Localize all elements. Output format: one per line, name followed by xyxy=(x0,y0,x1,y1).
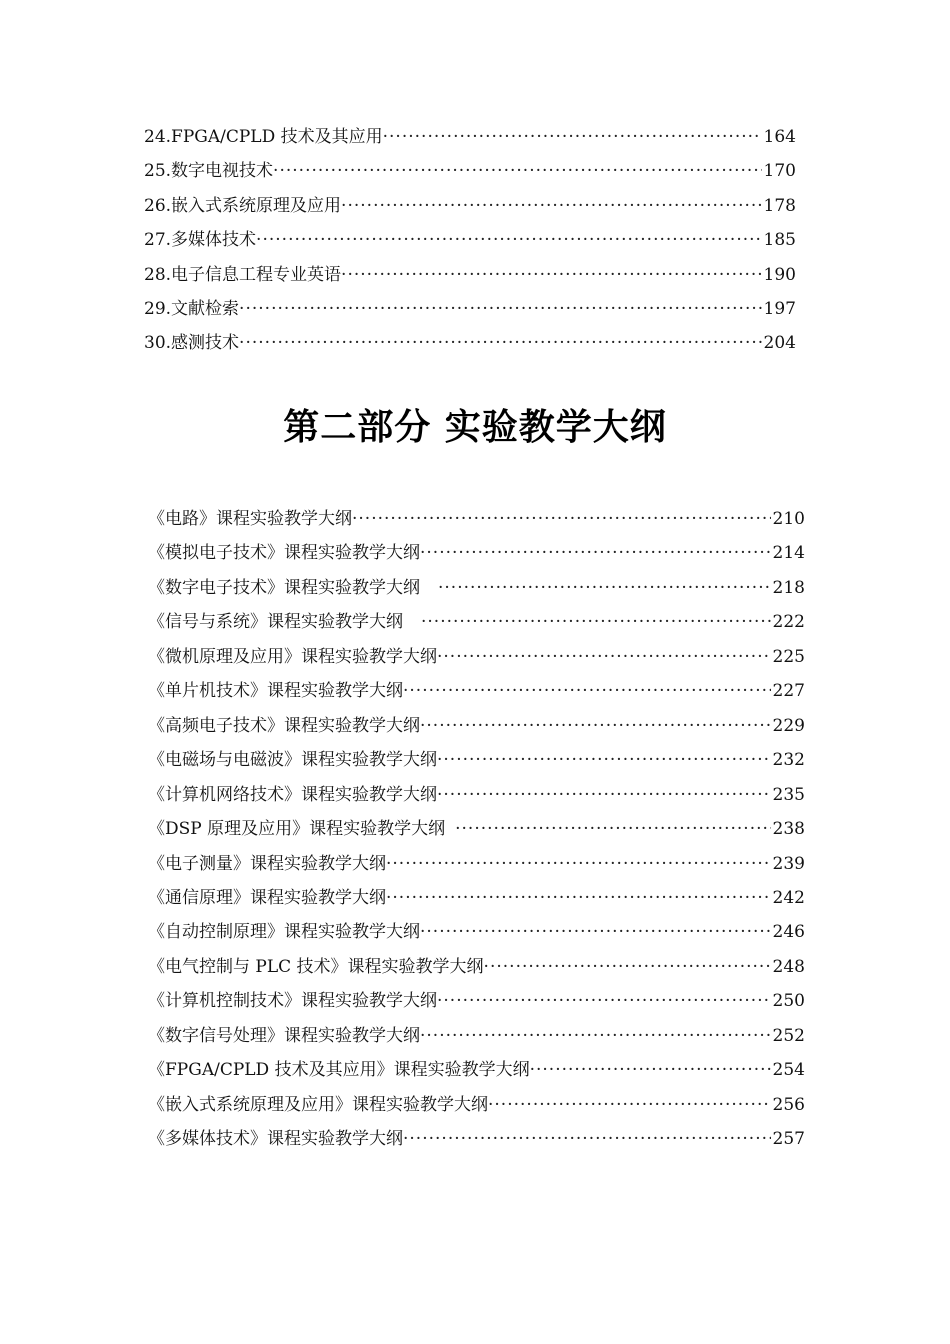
toc-entry-page-number: 250 xyxy=(772,991,805,1012)
toc-entry xyxy=(144,193,796,219)
toc-entry-page-number: 197 xyxy=(763,299,796,319)
toc-entry xyxy=(148,1023,805,1049)
toc-leader-dots xyxy=(383,124,762,150)
toc-leader-dots xyxy=(239,330,762,356)
toc-entry xyxy=(148,782,805,808)
toc-leader-dots xyxy=(530,1057,771,1083)
toc-entry-title: 《高频电子技术》课程实验教学大纲 xyxy=(148,715,420,736)
toc-entry-page-number: 178 xyxy=(763,195,796,216)
toc-entry-title: 《微机原理及应用》课程实验教学大纲 xyxy=(148,646,437,667)
toc-entry-title: 《电子测量》课程实验教学大纲 xyxy=(148,853,386,874)
toc-leader-dots xyxy=(352,506,771,532)
toc-leader-dots xyxy=(455,816,770,842)
toc-leader-dots xyxy=(386,885,771,911)
toc-entry xyxy=(148,609,805,635)
toc-entry-title: 《计算机控制技术》课程实验教学大纲 xyxy=(148,991,437,1012)
toc-leader-dots xyxy=(421,609,771,635)
toc-entry-page-number: 214 xyxy=(772,543,805,564)
toc-leader-dots xyxy=(420,713,771,739)
toc-entry xyxy=(148,540,805,566)
toc-entry-title: 《模拟电子技术》课程实验教学大纲 xyxy=(148,543,420,564)
toc-entry-page-number: 218 xyxy=(772,577,805,598)
toc-entry-title: 《计算机网络技术》课程实验教学大纲 xyxy=(148,784,437,805)
toc-entry-page-number: 257 xyxy=(772,1129,805,1150)
toc-entry-title: 25.数字电视技术 xyxy=(144,161,274,182)
toc-entry-title: 《数字电子技术》课程实验教学大纲 xyxy=(148,577,420,598)
toc-leader-dots xyxy=(420,1023,771,1049)
toc-leader-dots xyxy=(273,158,762,184)
toc-entry-page-number: 248 xyxy=(772,956,805,977)
toc-entry-title: 《多媒体技术》课程实验教学大纲 xyxy=(148,1129,403,1150)
toc-entry-title: 《数字信号处理》课程实验教学大纲 xyxy=(148,1025,420,1046)
toc-entry-page-number: 232 xyxy=(772,750,805,771)
toc-entry xyxy=(148,816,805,842)
toc-leader-dots xyxy=(488,1092,771,1118)
toc-leader-dots xyxy=(341,193,762,219)
toc-entry-page-number: 227 xyxy=(772,681,805,702)
toc-leader-dots xyxy=(437,988,771,1014)
toc-entry-title: 《电磁场与电磁波》课程实验教学大纲 xyxy=(148,750,437,771)
toc-entry-page-number: 185 xyxy=(763,230,796,251)
toc-entry-page-number: 170 xyxy=(763,161,796,182)
toc-entry-title: 《通信原理》课程实验教学大纲 xyxy=(148,887,386,908)
toc-entry xyxy=(148,919,805,945)
toc-leader-dots xyxy=(437,747,771,773)
toc-entry xyxy=(148,1092,805,1118)
toc-leader-dots xyxy=(437,782,771,808)
toc-leader-dots xyxy=(420,540,771,566)
part2-heading: 第二部分 实验教学大纲 xyxy=(283,407,667,448)
toc-entry-page-number: 252 xyxy=(772,1025,805,1046)
toc-entry xyxy=(144,227,796,253)
toc-entry-title: 《FPGA/CPLD 技术及其应用》课程实验教学大纲 xyxy=(148,1060,530,1081)
toc-entry-page-number: 256 xyxy=(772,1094,805,1115)
toc-entry xyxy=(148,575,805,601)
toc-entry-title: 《电气控制与 PLC 技术》课程实验教学大纲 xyxy=(148,956,484,977)
toc-entry-title: 《自动控制原理》课程实验教学大纲 xyxy=(148,922,420,943)
toc-entry xyxy=(148,988,805,1014)
toc-leader-dots xyxy=(437,644,771,670)
toc-entry-page-number: 210 xyxy=(772,509,805,529)
toc-entry-page-number: 242 xyxy=(772,887,805,908)
toc-entry xyxy=(148,1126,805,1152)
toc-entry-title: 26.嵌入式系统原理及应用 xyxy=(144,195,342,216)
toc-leader-dots xyxy=(341,262,762,288)
toc-entry-title: 27.多媒体技术 xyxy=(144,230,257,251)
toc-entry-page-number: 229 xyxy=(772,715,805,736)
toc-entry-title: 《DSP 原理及应用》课程实验教学大纲 xyxy=(148,819,446,840)
toc-leader-dots xyxy=(438,575,771,601)
toc-entry-page-number: 246 xyxy=(772,922,805,943)
toc-leader-dots xyxy=(420,919,771,945)
toc-entry-page-number: 222 xyxy=(772,612,805,633)
toc-entry-page-number: 190 xyxy=(763,264,796,285)
toc-entry-title: 30.感测技术 xyxy=(144,333,240,354)
toc-entry xyxy=(148,644,805,670)
toc-entry-page-number: 239 xyxy=(772,853,805,874)
toc-entry-title: 29.文献检索 xyxy=(144,299,240,319)
toc-entry-page-number: 254 xyxy=(772,1060,805,1081)
toc-entry xyxy=(148,747,805,773)
toc-entry-page-number: 235 xyxy=(772,784,805,805)
toc-entry xyxy=(144,158,796,184)
toc-entry-title: 《信号与系统》课程实验教学大纲 xyxy=(148,612,403,633)
toc-entry xyxy=(148,1057,805,1083)
toc-entry xyxy=(148,678,805,704)
toc-entry-title: 《单片机技术》课程实验教学大纲 xyxy=(148,681,403,702)
toc-entry-page-number: 238 xyxy=(772,819,805,840)
toc-entry-page-number: 164 xyxy=(763,127,796,147)
toc-leader-dots xyxy=(484,954,771,980)
toc-entry-title: 24.FPGA/CPLD 技术及其应用 xyxy=(144,127,383,147)
toc-entry xyxy=(148,954,805,980)
toc-entry xyxy=(144,124,796,150)
toc-entry xyxy=(144,262,796,288)
toc-entry xyxy=(148,713,805,739)
toc-entry xyxy=(148,885,805,911)
toc-leader-dots xyxy=(256,227,762,253)
toc-entry-title: 《电路》课程实验教学大纲 xyxy=(148,509,352,529)
toc-entry-page-number: 225 xyxy=(772,646,805,667)
toc-entry xyxy=(144,330,796,356)
toc-leader-dots xyxy=(386,851,771,877)
toc-leader-dots xyxy=(403,1126,771,1152)
toc-entry-title: 《嵌入式系统原理及应用》课程实验教学大纲 xyxy=(148,1094,488,1115)
toc-leader-dots xyxy=(403,678,771,704)
toc-entry-title: 28.电子信息工程专业英语 xyxy=(144,264,342,285)
toc-entry-page-number: 204 xyxy=(763,333,796,354)
toc-entry xyxy=(144,296,796,322)
toc-leader-dots xyxy=(239,296,762,322)
toc-entry xyxy=(148,851,805,877)
toc-entry xyxy=(148,506,805,532)
